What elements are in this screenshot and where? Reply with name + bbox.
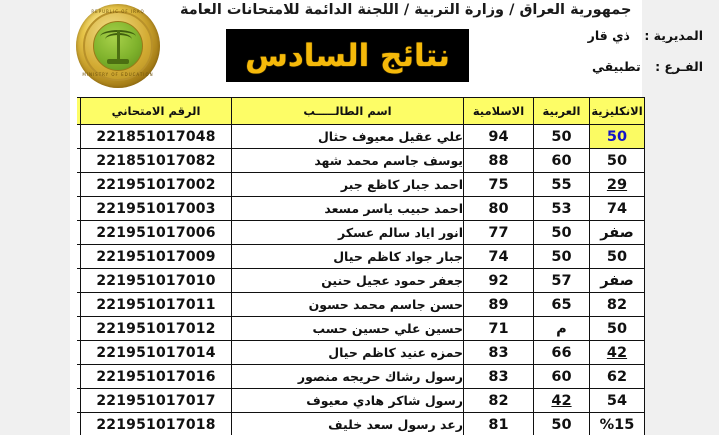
- branch-row: [519, 59, 709, 74]
- cell-truncated: [77, 389, 81, 413]
- cell-exam-number: 221951017014: [81, 341, 232, 365]
- cell-student-name: احمد حبيب ياسر مسعد: [232, 197, 464, 221]
- cell-english-grade: 62: [590, 365, 645, 389]
- emblem-green-disc: [93, 21, 143, 71]
- cell-student-name: جبار جواد كاظم حيال: [232, 245, 464, 269]
- results-title-banner: [226, 29, 469, 82]
- table-row: [77, 149, 645, 173]
- table-row: [77, 413, 645, 435]
- cell-exam-number: 221951017016: [81, 365, 232, 389]
- cell-truncated: [77, 365, 81, 389]
- cell-english-grade: 50: [590, 149, 645, 173]
- table-row: [77, 245, 645, 269]
- cell-english-grade: صفر: [590, 221, 645, 245]
- column-header-arabic: العربية: [534, 98, 590, 125]
- cell-arabic-grade: 66: [534, 341, 590, 365]
- cell-exam-number: 221951017003: [81, 197, 232, 221]
- cell-arabic-grade: م: [534, 317, 590, 341]
- cell-arabic-grade: 50: [534, 245, 590, 269]
- cell-truncated: [77, 317, 81, 341]
- cell-islamic-grade: 80: [464, 197, 534, 221]
- cell-exam-number: 221951017018: [81, 413, 232, 435]
- cell-exam-number: 221951017002: [81, 173, 232, 197]
- cell-exam-number: 221851017048: [81, 125, 232, 149]
- cell-english-grade: 42: [590, 341, 645, 365]
- column-header-exam-number: الرقم الامتحاني: [81, 98, 232, 125]
- emblem-top-text: REPUBLIC OF IRAQ: [91, 9, 145, 14]
- cell-islamic-grade: 83: [464, 341, 534, 365]
- cell-islamic-grade: 82: [464, 389, 534, 413]
- cell-english-grade: 54: [590, 389, 645, 413]
- emblem-base: [107, 59, 129, 64]
- cell-islamic-grade: 71: [464, 317, 534, 341]
- results-title-text: نتائج السادس: [245, 37, 450, 74]
- cell-english-grade: %15: [590, 413, 645, 435]
- header-meta-block: [519, 28, 709, 90]
- table-row: [77, 317, 645, 341]
- cell-truncated: [77, 149, 81, 173]
- cell-truncated: [77, 125, 81, 149]
- cell-exam-number: 221951017009: [81, 245, 232, 269]
- cell-truncated: [77, 341, 81, 365]
- branch-label: الفـرع :: [655, 59, 703, 74]
- cell-arabic-grade: 50: [534, 413, 590, 435]
- cell-arabic-grade: 53: [534, 197, 590, 221]
- results-table: [77, 97, 645, 435]
- cell-arabic-grade: 57: [534, 269, 590, 293]
- table-row: [77, 293, 645, 317]
- cell-student-name: حمزه عنيد كاظم حيال: [232, 341, 464, 365]
- cell-arabic-grade: 60: [534, 149, 590, 173]
- iraq-ministry-of-education-emblem-icon: [76, 4, 160, 88]
- cell-arabic-grade: 60: [534, 365, 590, 389]
- cell-english-grade: 82: [590, 293, 645, 317]
- cell-exam-number: 221951017017: [81, 389, 232, 413]
- table-row: [77, 389, 645, 413]
- column-header-student-name: اسم الطالـــــب: [232, 98, 464, 125]
- cell-english-grade: 50: [590, 245, 645, 269]
- cell-arabic-grade: 55: [534, 173, 590, 197]
- cell-student-name: احمد جبار كاظع جبر: [232, 173, 464, 197]
- emblem-palm-trunk-icon: [117, 30, 120, 60]
- cell-student-name: انور اياد سالم عسكر: [232, 221, 464, 245]
- cell-student-name: علي عقيل معيوف حثال: [232, 125, 464, 149]
- cell-exam-number: 221951017010: [81, 269, 232, 293]
- cell-student-name: حسن جاسم محمد حسون: [232, 293, 464, 317]
- cell-truncated: [77, 293, 81, 317]
- cell-english-grade: صفر: [590, 269, 645, 293]
- cell-islamic-grade: 88: [464, 149, 534, 173]
- cell-student-name: جعفر حمود عجيل حنين: [232, 269, 464, 293]
- cell-student-name: رسول رشاك حريجه منصور: [232, 365, 464, 389]
- cell-exam-number: 221951017012: [81, 317, 232, 341]
- cell-arabic-grade: 50: [534, 125, 590, 149]
- cell-student-name: رعد رسول سعد خليف: [232, 413, 464, 435]
- directorate-value: ذي قار: [587, 28, 630, 43]
- column-header-english: الانكليزية: [590, 98, 645, 125]
- cell-islamic-grade: 74: [464, 245, 534, 269]
- cell-english-grade: 29: [590, 173, 645, 197]
- cell-islamic-grade: 77: [464, 221, 534, 245]
- cell-exam-number: 221951017006: [81, 221, 232, 245]
- cell-truncated: [77, 173, 81, 197]
- cell-truncated: [77, 269, 81, 293]
- results-table-container: [77, 97, 645, 435]
- directorate-row: [519, 28, 709, 43]
- cell-student-name: يوسف جاسم محمد شهد: [232, 149, 464, 173]
- table-row: [77, 125, 645, 149]
- cell-arabic-grade: 42: [534, 389, 590, 413]
- document-header: [0, 0, 719, 95]
- cell-truncated: [77, 413, 81, 435]
- branch-value: تطبيقي: [592, 59, 641, 74]
- cell-exam-number: 221851017082: [81, 149, 232, 173]
- cell-arabic-grade: 50: [534, 221, 590, 245]
- results-table-head: [77, 98, 645, 125]
- cell-truncated: [77, 197, 81, 221]
- cell-student-name: حسين علي حسين حسب: [232, 317, 464, 341]
- table-row: [77, 197, 645, 221]
- directorate-label: المديرية :: [644, 28, 703, 43]
- cell-islamic-grade: 94: [464, 125, 534, 149]
- table-row: [77, 221, 645, 245]
- table-row: [77, 269, 645, 293]
- column-header-islamic: الاسلامية: [464, 98, 534, 125]
- cell-english-grade: 50: [590, 125, 645, 149]
- cell-english-grade: 74: [590, 197, 645, 221]
- cell-english-grade: 50: [590, 317, 645, 341]
- table-row: [77, 365, 645, 389]
- cell-truncated: [77, 245, 81, 269]
- table-header-row: [77, 98, 645, 125]
- ministry-title: جمهورية العراق / وزارة التربية / اللجنة الدائمة للامتحانات العامة: [180, 2, 632, 18]
- cell-islamic-grade: 75: [464, 173, 534, 197]
- cell-student-name: رسول شاكر هادي معيوف: [232, 389, 464, 413]
- results-table-body: [77, 125, 645, 435]
- emblem-bottom-text: MINISTRY OF EDUCATION: [82, 72, 154, 77]
- cell-exam-number: 221951017011: [81, 293, 232, 317]
- cell-islamic-grade: 92: [464, 269, 534, 293]
- table-row: [77, 173, 645, 197]
- cell-truncated: [77, 221, 81, 245]
- column-header-truncated: [77, 98, 81, 125]
- cell-islamic-grade: 89: [464, 293, 534, 317]
- cell-arabic-grade: 65: [534, 293, 590, 317]
- cell-islamic-grade: 83: [464, 365, 534, 389]
- table-row: [77, 341, 645, 365]
- cell-islamic-grade: 81: [464, 413, 534, 435]
